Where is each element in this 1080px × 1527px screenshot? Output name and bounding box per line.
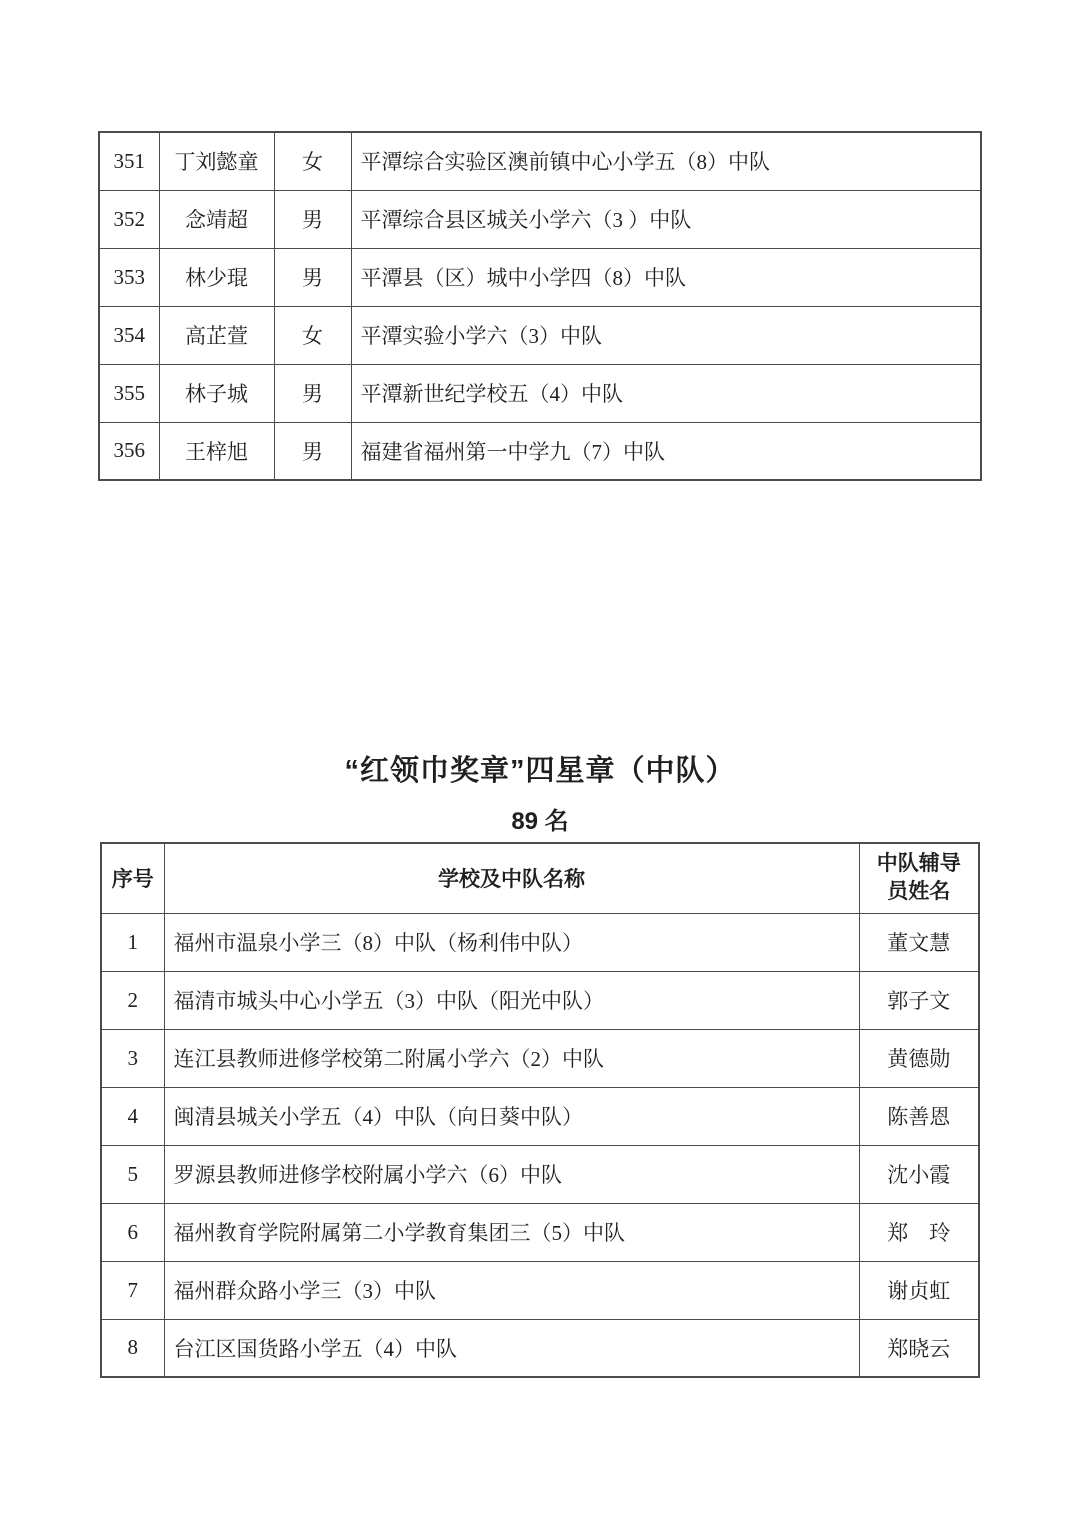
cell-advisor: 郭子文 — [859, 971, 979, 1029]
table-row — [99, 190, 981, 248]
cell-serial: 5 — [101, 1145, 164, 1203]
header-team: 学校及中队名称 — [164, 843, 859, 913]
cell-advisor: 郑 玲 — [859, 1203, 979, 1261]
cell-team: 平潭县（区）城中小学四（8）中队 — [351, 248, 981, 306]
cell-serial: 2 — [101, 971, 164, 1029]
cell-team: 台江区国货路小学五（4）中队 — [164, 1319, 859, 1377]
cell-gender: 女 — [274, 132, 351, 190]
table-row — [101, 1203, 979, 1261]
cell-gender: 男 — [274, 364, 351, 422]
cell-serial: 353 — [99, 248, 159, 306]
cell-serial: 354 — [99, 306, 159, 364]
cell-team: 平潭实验小学六（3）中队 — [351, 306, 981, 364]
cell-gender: 女 — [274, 306, 351, 364]
awardees-table — [98, 131, 982, 481]
cell-team: 福州教育学院附属第二小学教育集团三（5）中队 — [164, 1203, 859, 1261]
cell-advisor: 黄德勋 — [859, 1029, 979, 1087]
cell-name: 高芷萱 — [159, 306, 274, 364]
section-title: “红领巾奖章”四星章（中队） — [344, 755, 736, 787]
cell-name: 林子城 — [159, 364, 274, 422]
table-row — [101, 913, 979, 971]
cell-team: 福州群众路小学三（3）中队 — [164, 1261, 859, 1319]
section-count: 89 名 — [511, 808, 569, 835]
header-serial: 序号 — [101, 843, 164, 913]
cell-name: 王梓旭 — [159, 422, 274, 480]
cell-serial: 4 — [101, 1087, 164, 1145]
table-row — [101, 1145, 979, 1203]
cell-team: 福清市城头中心小学五（3）中队（阳光中队） — [164, 971, 859, 1029]
cell-serial: 7 — [101, 1261, 164, 1319]
header-advisor — [859, 843, 979, 913]
table-row — [101, 1319, 979, 1377]
cell-serial: 352 — [99, 190, 159, 248]
cell-team: 闽清县城关小学五（4）中队（向日葵中队） — [164, 1087, 859, 1145]
cell-gender: 男 — [274, 422, 351, 480]
cell-name: 念靖超 — [159, 190, 274, 248]
table-row — [99, 132, 981, 190]
table-header-row — [101, 843, 979, 913]
cell-name: 丁刘懿童 — [159, 132, 274, 190]
cell-team: 福州市温泉小学三（8）中队（杨利伟中队） — [164, 913, 859, 971]
table-row — [99, 248, 981, 306]
cell-advisor: 沈小霞 — [859, 1145, 979, 1203]
cell-serial: 351 — [99, 132, 159, 190]
table-row — [101, 1261, 979, 1319]
cell-serial: 355 — [99, 364, 159, 422]
cell-team: 平潭新世纪学校五（4）中队 — [351, 364, 981, 422]
cell-serial: 3 — [101, 1029, 164, 1087]
cell-team: 平潭综合实验区澳前镇中心小学五（8）中队 — [351, 132, 981, 190]
cell-serial: 1 — [101, 913, 164, 971]
table-row — [101, 971, 979, 1029]
header-advisor-label: 中队辅导员姓名 — [876, 851, 961, 904]
cell-team: 连江县教师进修学校第二附属小学六（2）中队 — [164, 1029, 859, 1087]
table-row — [101, 1087, 979, 1145]
cell-team: 罗源县教师进修学校附属小学六（6）中队 — [164, 1145, 859, 1203]
table-row — [99, 364, 981, 422]
cell-serial: 8 — [101, 1319, 164, 1377]
table-row — [99, 422, 981, 480]
cell-advisor: 谢贞虹 — [859, 1261, 979, 1319]
cell-team: 平潭综合县区城关小学六（3 ）中队 — [351, 190, 981, 248]
cell-name: 林少琨 — [159, 248, 274, 306]
cell-advisor: 董文慧 — [859, 913, 979, 971]
cell-serial: 356 — [99, 422, 159, 480]
cell-serial: 6 — [101, 1203, 164, 1261]
table-row — [101, 1029, 979, 1087]
cell-gender: 男 — [274, 248, 351, 306]
cell-advisor: 陈善恩 — [859, 1087, 979, 1145]
table-row — [99, 306, 981, 364]
squads-table — [100, 842, 980, 1378]
cell-team: 福建省福州第一中学九（7）中队 — [351, 422, 981, 480]
cell-advisor: 郑晓云 — [859, 1319, 979, 1377]
cell-gender: 男 — [274, 190, 351, 248]
